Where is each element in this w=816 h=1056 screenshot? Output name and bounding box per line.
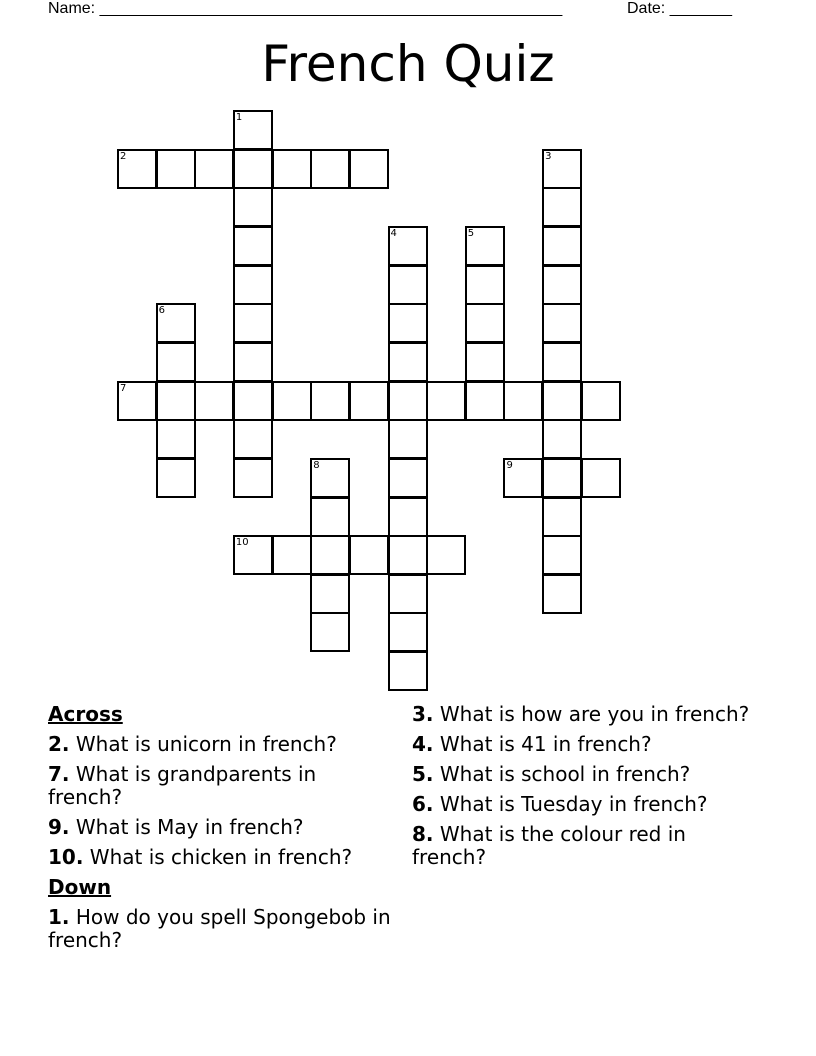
crossword-cell[interactable] [388,303,428,343]
crossword-cell[interactable] [542,535,582,575]
crossword-cell[interactable] [233,381,273,421]
crossword-cell[interactable] [117,381,157,421]
clue-number-label: 7. [48,762,70,786]
crossword-cell[interactable] [194,381,234,421]
crossword-cell[interactable] [233,149,273,189]
crossword-cell[interactable] [310,574,350,614]
crossword-cell[interactable] [272,535,312,575]
crossword-cell[interactable] [542,149,582,189]
crossword-cell[interactable] [388,381,428,421]
crossword-cell[interactable] [388,458,428,498]
crossword-cell[interactable] [465,303,505,343]
crossword-cell[interactable] [388,574,428,614]
crossword-cell[interactable] [310,458,350,498]
crossword-cell[interactable] [542,458,582,498]
crossword-cell[interactable] [542,342,582,382]
crossword-cell[interactable] [542,226,582,266]
down-clue-list [48,906,393,952]
crossword-cell[interactable] [542,303,582,343]
page-title: French Quiz [261,35,555,93]
clue-text: What is unicorn in french? [69,732,337,756]
crossword-cell[interactable] [426,381,466,421]
crossword-cell[interactable] [310,149,350,189]
crossword-cell[interactable] [388,342,428,382]
crossword-cell[interactable] [233,265,273,305]
clue-number: 7 [119,382,127,394]
crossword-cell[interactable] [194,149,234,189]
down-heading: Down [48,875,112,899]
crossword-cell[interactable] [233,226,273,266]
clue-number: 2 [119,150,127,162]
crossword-cell[interactable] [233,110,273,150]
clue-text: What is chicken in french? [83,845,353,869]
crossword-cell[interactable] [503,458,543,498]
clues-right-column [412,703,752,876]
clue-number: 1 [235,112,243,123]
clue-item [412,703,752,726]
clue-number-label: 5. [412,762,434,786]
crossword-cell[interactable] [388,612,428,652]
crossword-cell[interactable] [542,497,582,537]
crossword-cell[interactable] [233,535,273,575]
crossword-cell[interactable] [156,303,196,343]
clue-text: What is the colour red in french? [412,822,686,869]
name-field-label: Name: ____________________________________________________ [48,0,563,17]
clue-text: What is Tuesday in french? [433,792,708,816]
clue-number: 10 [235,537,249,549]
crossword-cell[interactable] [465,381,505,421]
clue-number-label: 2. [48,732,70,756]
crossword-cell[interactable] [349,535,389,575]
down-clue-list-continued [412,703,752,869]
crossword-cell[interactable] [581,458,621,498]
crossword-cell[interactable] [388,651,428,691]
crossword-cell[interactable] [310,535,350,575]
crossword-cell[interactable] [117,149,157,189]
crossword-cell[interactable] [272,381,312,421]
crossword-cell[interactable] [310,497,350,537]
clue-item [48,906,393,952]
clue-number: 9 [506,459,513,471]
crossword-cell[interactable] [388,497,428,537]
crossword-cell[interactable] [233,419,273,459]
crossword-cell[interactable] [156,381,196,421]
clue-number: 3 [545,150,552,162]
crossword-cell[interactable] [503,381,543,421]
crossword-cell[interactable] [388,265,428,305]
crossword-cell[interactable] [233,342,273,382]
crossword-cell[interactable] [388,226,428,266]
crossword-cell[interactable] [465,265,505,305]
crossword-cell[interactable] [542,265,582,305]
clue-number-label: 6. [412,792,434,816]
crossword-cell[interactable] [388,535,428,575]
clue-number: 4 [390,227,397,239]
clue-text: What is May in french? [69,815,304,839]
crossword-cell[interactable] [465,342,505,382]
crossword-cell[interactable] [465,226,505,266]
clue-item [48,733,393,756]
clue-text: What is school in french? [433,762,691,786]
crossword-cell[interactable] [426,535,466,575]
across-clue-list [48,733,393,869]
crossword-cell[interactable] [349,381,389,421]
crossword-cell[interactable] [156,342,196,382]
date-field-label: Date: _______ [627,0,732,17]
crossword-cell[interactable] [310,612,350,652]
clue-number: 5 [467,227,475,239]
clue-text: What is 41 in french? [433,732,652,756]
clue-item [48,763,393,809]
clues-left-column [48,703,393,959]
clue-number-label: 9. [48,815,70,839]
crossword-cell[interactable] [272,149,312,189]
crossword-cell[interactable] [156,458,196,498]
crossword-cell[interactable] [581,381,621,421]
clue-item [48,816,393,839]
crossword-cell[interactable] [233,458,273,498]
crossword-cell[interactable] [542,574,582,614]
clue-number: 6 [158,305,165,317]
crossword-cell[interactable] [233,303,273,343]
clue-item [48,846,393,869]
crossword-cell[interactable] [349,149,389,189]
clue-number-label: 4. [412,732,434,756]
clue-number-label: 8. [412,822,434,846]
across-heading: Across [48,702,123,726]
crossword-cell[interactable] [388,419,428,459]
clue-number-label: 3. [412,702,434,726]
crossword-cell[interactable] [542,381,582,421]
clue-number: 8 [313,459,320,471]
clue-text: How do you spell Spongebob in french? [48,905,391,952]
clue-number-label: 10. [48,845,84,869]
clue-number-label: 1. [48,905,70,929]
clue-item [412,823,752,869]
clue-text: What is grandparents in french? [48,762,317,809]
crossword-cell[interactable] [542,187,582,227]
crossword-cell[interactable] [542,419,582,459]
clue-item [412,733,752,756]
crossword-cell[interactable] [156,149,196,189]
crossword-cell[interactable] [233,187,273,227]
crossword-cell[interactable] [310,381,350,421]
clue-item [412,793,752,816]
clue-item [412,763,752,786]
clue-text: What is how are you in french? [433,702,750,726]
crossword-cell[interactable] [156,419,196,459]
